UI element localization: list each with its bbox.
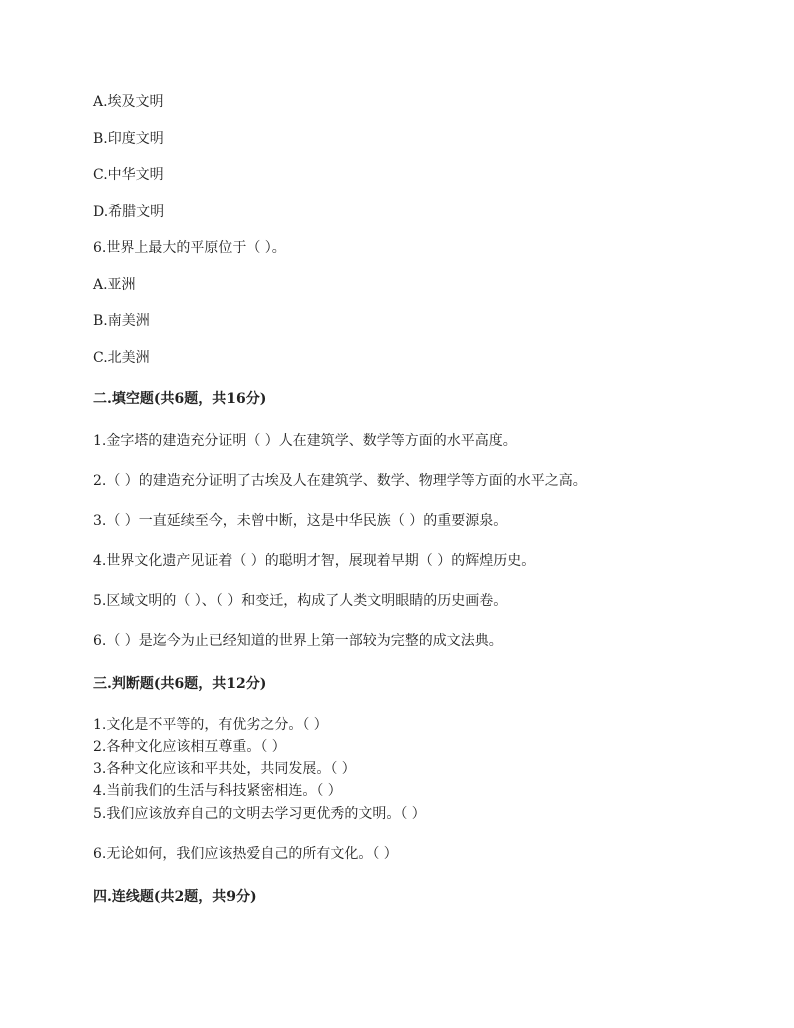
fill-item-4: 4.世界文化遗产见证着（ ）的聪明才智，展现着早期（ ）的辉煌历史。: [93, 553, 536, 569]
q6-option-a: A.亚洲: [93, 277, 136, 293]
q5-option-c: C.中华文明: [93, 167, 164, 183]
fill-item-1: 1.金字塔的建造充分证明（ ）人在建筑学、数学等方面的水平高度。: [93, 433, 517, 449]
judge-item-4: 4.当前我们的生活与科技紧密相连。（ ）: [93, 783, 342, 799]
q6-option-b: B.南美洲: [93, 313, 150, 329]
judge-item-3: 3.各种文化应该和平共处，共同发展。（ ）: [93, 761, 356, 777]
fill-item-6: 6.（ ）是迄今为止已经知道的世界上第一部较为完整的成文法典。: [93, 633, 503, 649]
fill-item-5: 5.区域文明的（ ）、（ ）和变迁，构成了人类文明眼睛的历史画卷。: [93, 593, 508, 609]
fill-item-2: 2.（ ）的建造充分证明了古埃及人在建筑学、数学、物理学等方面的水平之高。: [93, 473, 587, 489]
section4-title: 四.连线题(共2题，共9分): [93, 889, 257, 905]
q5-option-a: A.埃及文明: [93, 94, 164, 110]
q6-question: 6.世界上最大的平原位于（ ）。: [93, 240, 286, 256]
judge-item-1: 1.文化是不平等的，有优劣之分。（ ）: [93, 717, 328, 733]
fill-item-3: 3.（ ）一直延续至今，未曾中断，这是中华民族（ ）的重要源泉。: [93, 513, 508, 529]
judge-item-6: 6.无论如何，我们应该热爱自己的所有文化。（ ）: [93, 846, 398, 862]
section3-title: 三.判断题(共6题，共12分): [93, 676, 267, 692]
judge-item-2: 2.各种文化应该相互尊重。（ ）: [93, 739, 286, 755]
q5-option-b: B.印度文明: [93, 131, 164, 147]
judge-item-5: 5.我们应该放弃自己的文明去学习更优秀的文明。（ ）: [93, 806, 426, 822]
section2-title: 二.填空题(共6题，共16分): [93, 391, 267, 407]
q6-option-c: C.北美洲: [93, 350, 150, 366]
q5-option-d: D.希腊文明: [93, 204, 165, 220]
